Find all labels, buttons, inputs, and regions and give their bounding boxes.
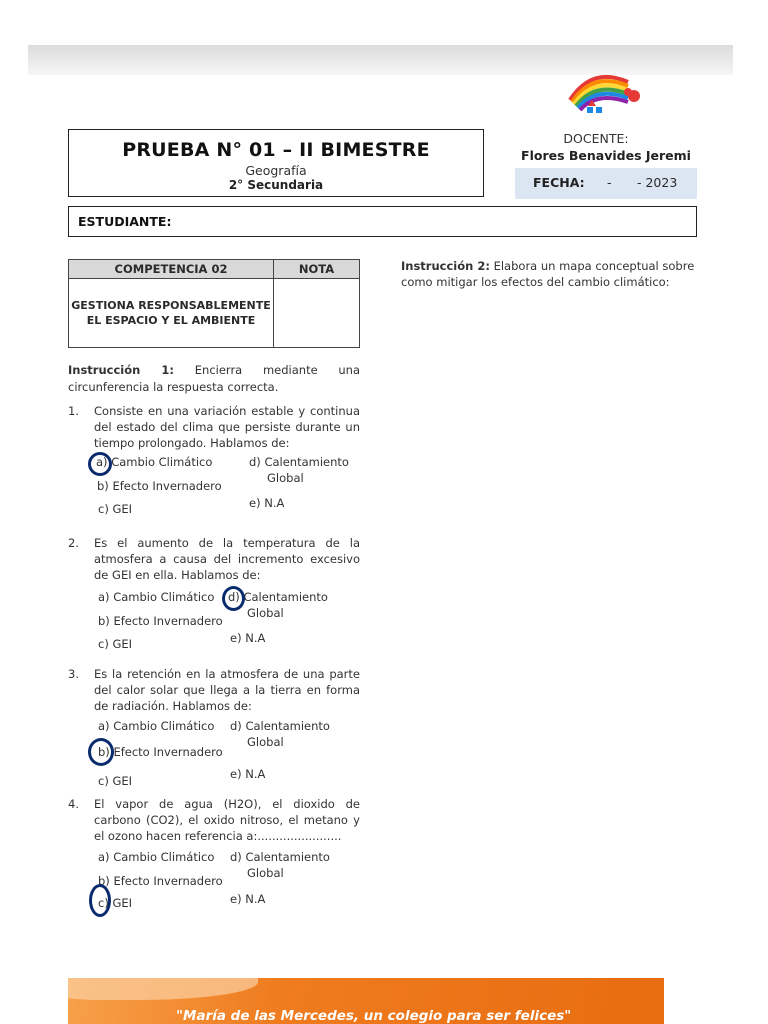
nota-header: NOTA (274, 260, 360, 279)
school-motto: "María de las Mercedes, un colegio para ser felices" (176, 1008, 572, 1024)
instruction-2 (401, 258, 697, 290)
q4-option-a[interactable]: a) Cambio Climático (98, 850, 215, 864)
q4-option-d-cont: Global (247, 866, 284, 880)
instruction-1-text: Encierra mediante una circunferencia la respuesta correcta. (68, 363, 361, 394)
q3-option-d[interactable]: d) Calentamiento (230, 719, 330, 733)
question-stem: El vapor de agua (H2O), el dioxido de carbono (CO2), el oxido nitroso, el metano y el ozono hacen referencia a:....................... (94, 797, 360, 843)
q3-answer-circle (88, 738, 114, 766)
competencia-line-1: GESTIONA RESPONSABLEMENTE (71, 299, 271, 312)
q4-option-b[interactable]: b) Efecto Invernadero (98, 874, 223, 888)
q4-option-c[interactable]: c) GEI (98, 896, 133, 910)
question-stem: Es el aumento de la temperatura de la atmosfera a causa del incremento excesivo de GEI en ella. Hablamos de: (94, 536, 360, 582)
q1-option-e[interactable]: e) N.A (249, 496, 285, 510)
question-number: 1. (68, 404, 79, 418)
fecha-day-month: - (607, 175, 612, 190)
question-stem: Consiste en una variación estable y continua del estado del clima que persiste durante un tiempo prolongado. Hablamos de: (94, 404, 360, 450)
subject-name: Geografía (245, 163, 307, 178)
instruction-1 (68, 362, 360, 396)
docente-label: DOCENTE: (563, 131, 629, 146)
school-logo (562, 70, 644, 118)
instruction-1-label: Instrucción 1: (68, 363, 175, 377)
q3-option-e[interactable]: e) N.A (230, 767, 266, 781)
q4-option-d[interactable]: d) Calentamiento (230, 850, 330, 864)
nota-cell[interactable] (274, 279, 360, 348)
q2-answer-circle (222, 586, 245, 611)
competencia-table (68, 259, 360, 348)
footer-banner (68, 978, 664, 1024)
q3-option-b[interactable]: b) Efecto Invernadero (98, 745, 223, 759)
q1-option-d-cont: Global (267, 471, 304, 485)
q2-option-e[interactable]: e) N.A (230, 631, 266, 645)
q3-option-c[interactable]: c) GEI (98, 774, 133, 788)
q2-option-d[interactable]: d) Calentamiento (228, 590, 328, 604)
q1-option-b[interactable]: b) Efecto Invernadero (97, 479, 222, 493)
fecha-label: FECHA: (533, 175, 585, 190)
student-name-field[interactable] (68, 206, 697, 237)
q4-answer-circle (89, 884, 111, 917)
question-number: 4. (68, 797, 79, 811)
q2-option-d-cont: Global (247, 606, 284, 620)
question-stem: Es la retención en la atmosfera de una parte del calor solar que llega a la tierra en forma de radiación. Hablamos de: (94, 667, 360, 713)
q3-option-a[interactable]: a) Cambio Climático (98, 719, 215, 733)
exam-title-box (68, 129, 484, 197)
q1-answer-circle (88, 452, 112, 476)
instruction-2-text: Elabora un mapa conceptual sobre como mitigar los efectos del cambio climático: (401, 259, 695, 289)
q2-option-c[interactable]: c) GEI (98, 637, 133, 651)
q2-option-a[interactable]: a) Cambio Climático (98, 590, 215, 604)
question-number: 2. (68, 536, 79, 550)
q1-option-c[interactable]: c) GEI (98, 502, 133, 516)
grade-level: 2° Secundaria (228, 178, 324, 192)
fecha-box (515, 168, 697, 199)
docente-name: Flores Benavides Jeremi (521, 148, 691, 163)
competencia-header: COMPETENCIA 02 (69, 260, 274, 279)
q1-option-a[interactable]: a) Cambio Climático (96, 455, 213, 469)
competencia-description (69, 279, 274, 348)
student-label: ESTUDIANTE: (78, 214, 172, 229)
footer-swoosh (68, 978, 258, 1000)
exam-title: PRUEBA N° 01 – II BIMESTRE (122, 139, 430, 161)
fecha-year: - 2023 (637, 175, 678, 190)
q2-option-b[interactable]: b) Efecto Invernadero (98, 614, 223, 628)
question-number: 3. (68, 667, 79, 681)
instruction-2-label: Instrucción 2: (401, 259, 490, 273)
competencia-line-2: EL ESPACIO Y EL AMBIENTE (86, 314, 256, 327)
q4-option-e[interactable]: e) N.A (230, 892, 266, 906)
q3-option-d-cont: Global (247, 735, 284, 749)
q1-option-d[interactable]: d) Calentamiento (249, 455, 349, 469)
